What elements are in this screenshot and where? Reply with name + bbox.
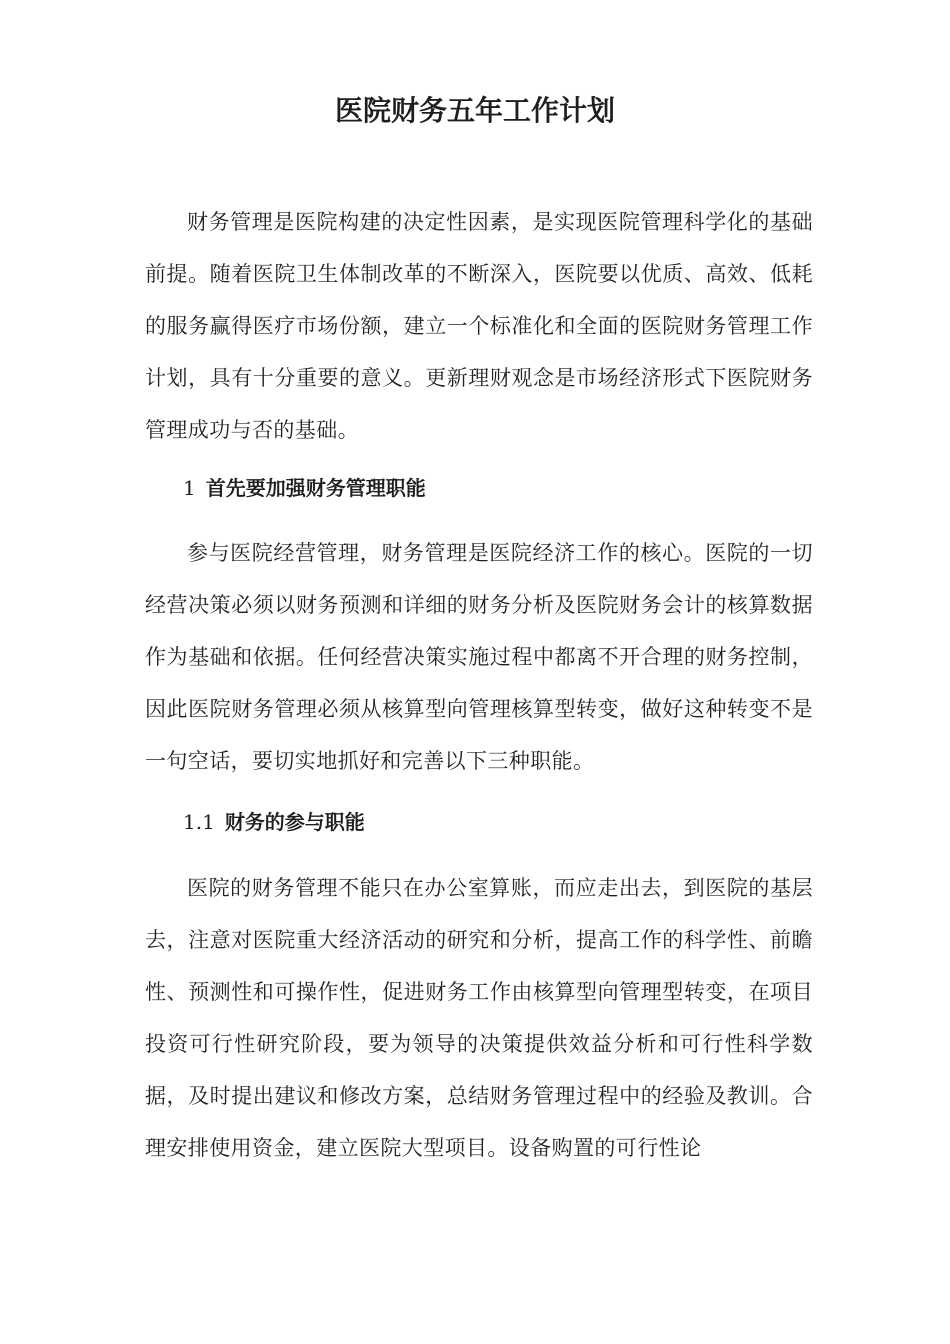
document-title: 医院财务五年工作计划 bbox=[334, 94, 615, 127]
section-1-1-paragraph: 医院的财务管理不能只在办公室算账，而应走出去，到医院的基层去，注意对医院重大经济活动的研究和分析，提高工作的科学性、前瞻性、预测性和可操作性，促进财务工作由核算型向管理型转变，在项目投资可行性研究阶段，要为领导的决策提供效益分析和可行性科学数据，及时提出建议和修改方案，总结财务管理过程中的经验及教训。合理安排使用资金，建立医院大型项目。设备购置的可行性论 bbox=[145, 876, 813, 1160]
section-1-paragraph: 参与医院经营管理，财务管理是医院经济工作的核心。医院的一切经营决策必须以财务预测和详细的财务分析及医院财务会计的核算数据作为基础和依据。任何经营决策实施过程中都离不开合理的财务控制，因此医院财务管理必须从核算型向管理核算型转变，做好这种转变不是一句空话，要切实地抓好和完善以下三种职能。 bbox=[145, 541, 813, 773]
section-number: 1 bbox=[183, 476, 196, 500]
section-number: 1.1 bbox=[183, 810, 215, 834]
section-heading-text: 财务的参与职能 bbox=[224, 810, 365, 834]
intro-paragraph: 财务管理是医院构建的决定性因素，是实现医院管理科学化的基础前提。随着医院卫生体制改革的不断深入，医院要以优质、高效、低耗的服务赢得医疗市场份额，建立一个标准化和全面的医院财务管理工作计划，具有十分重要的意义。更新理财观念是市场经济形式下医院财务管理成功与否的基础。 bbox=[145, 210, 813, 442]
section-heading-1 bbox=[183, 473, 803, 503]
section-heading-1-1 bbox=[183, 807, 803, 837]
section-heading-text: 首先要加强财务管理职能 bbox=[205, 476, 426, 500]
